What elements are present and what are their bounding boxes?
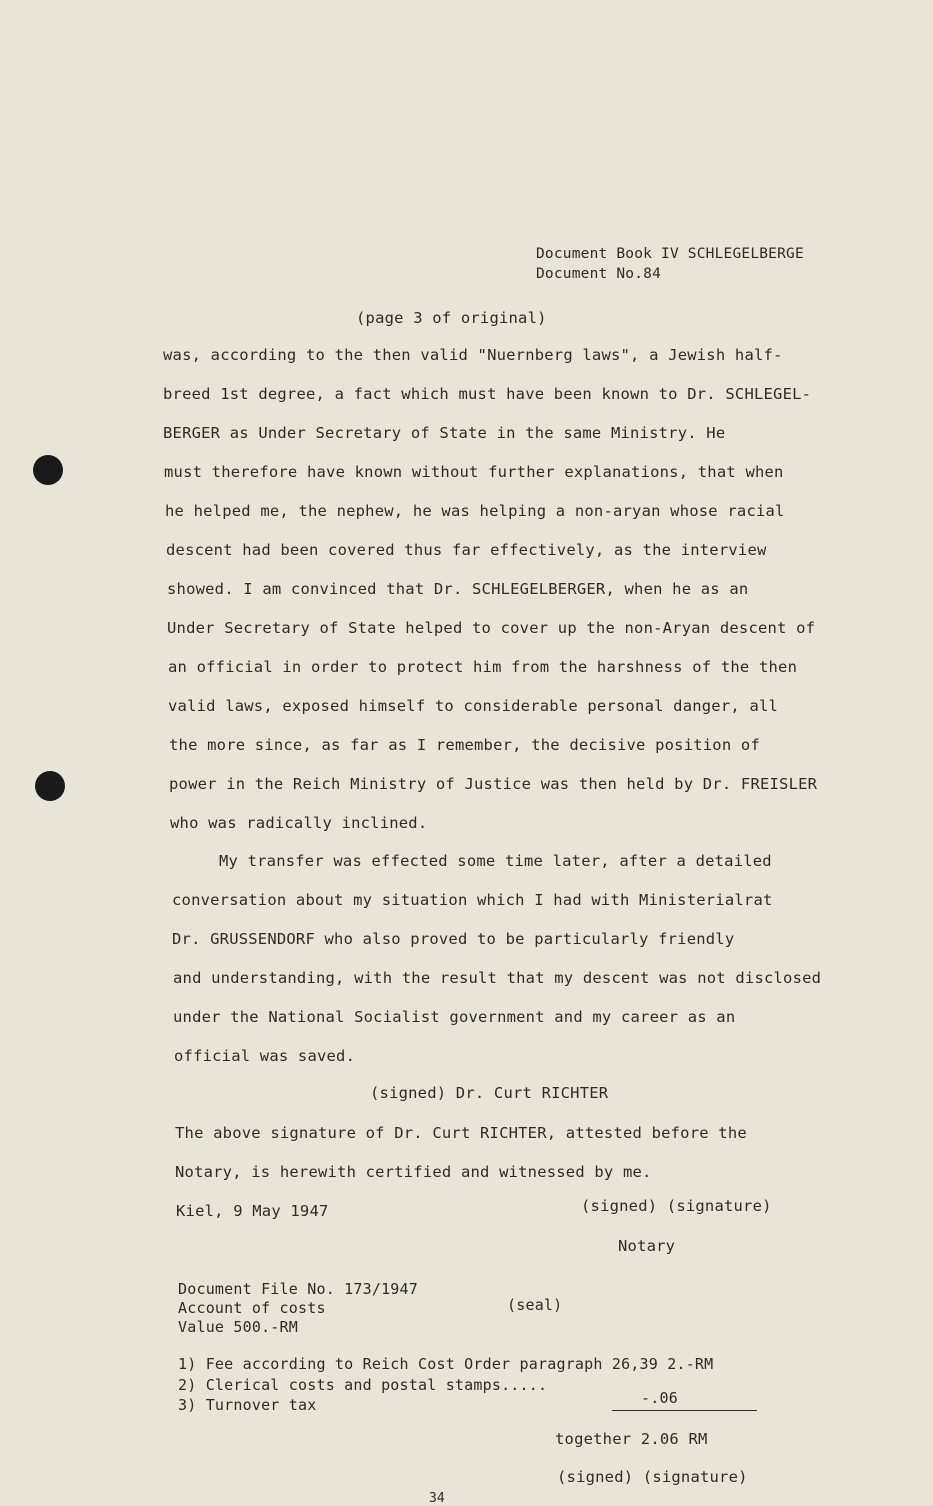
body-line: under the National Socialist government and my career as an [173,1008,736,1026]
body-line: and understanding, with the result that my descent was not disclosed [173,969,822,987]
cost-item: 3) Turnover tax [178,1396,317,1414]
body-line: the more since, as far as I remember, the decisive position of [169,736,760,754]
sum-rule [612,1410,757,1411]
body-line: an official in order to protect him from the harshness of the then [168,658,798,676]
together-total: together 2.06 RM [555,1430,708,1448]
body-line: valid laws, exposed himself to considerable personal danger, all [168,697,779,715]
signed-richter: (signed) Dr. Curt RICHTER [370,1084,609,1102]
body-line: My transfer was effected some time later, after a detailed [219,852,772,870]
punch-hole-top [33,455,63,485]
body-line: conversation about my situation which I had with Ministerialrat [172,891,773,909]
body-line: Under Secretary of State helped to cover up the non-Aryan descent of [167,619,816,637]
place-date: Kiel, 9 May 1947 [176,1202,329,1220]
body-line: descent had been covered thus far effectively, as the interview [166,541,767,559]
seal-label: (seal) [507,1296,563,1314]
body-line: was, according to the then valid "Nuernberg laws", a Jewish half- [163,346,783,364]
page-note: (page 3 of original) [356,309,547,327]
body-line: showed. I am convinced that Dr. SCHLEGELBERGER, when he as an [167,580,749,598]
body-line: Dr. GRUSSENDORF who also proved to be particularly friendly [172,930,735,948]
attestation-line: Notary, is herewith certified and witnessed by me. [175,1163,652,1181]
attestation-line: The above signature of Dr. Curt RICHTER, attested before the [175,1124,747,1142]
cost-item: 2) Clerical costs and postal stamps..... [178,1376,548,1394]
tax-amount: -.06 [641,1389,678,1407]
document-number-line: Document No.84 [536,266,662,282]
file-value: Value 500.-RM [178,1318,298,1336]
account-of-costs: Account of costs [178,1299,326,1317]
file-number: Document File No. 173/1947 [178,1280,418,1298]
notary-label: Notary [618,1237,676,1255]
body-line: breed 1st degree, a fact which must have been known to Dr. SCHLEGEL- [163,385,812,403]
body-line: who was radically inclined. [170,814,428,832]
body-line: he helped me, the nephew, he was helping a non-aryan whose racial [165,502,785,520]
body-line: power in the Reich Ministry of Justice was then held by Dr. FREISLER [169,775,818,793]
signed-signature-notary: (signed) (signature) [581,1197,772,1215]
body-line: official was saved. [174,1047,356,1065]
document-book-line: Document Book IV SCHLEGELBERGE [536,246,804,262]
page-number: 34 [429,1491,445,1506]
cost-item: 1) Fee according to Reich Cost Order paragraph 26,39 2.-RM [178,1355,714,1373]
punch-hole-bottom [35,771,65,801]
body-line: must therefore have known without further explanations, that when [164,463,784,481]
signed-signature-final: (signed) (signature) [557,1468,748,1486]
body-line: BERGER as Under Secretary of State in the same Ministry. He [163,424,726,442]
